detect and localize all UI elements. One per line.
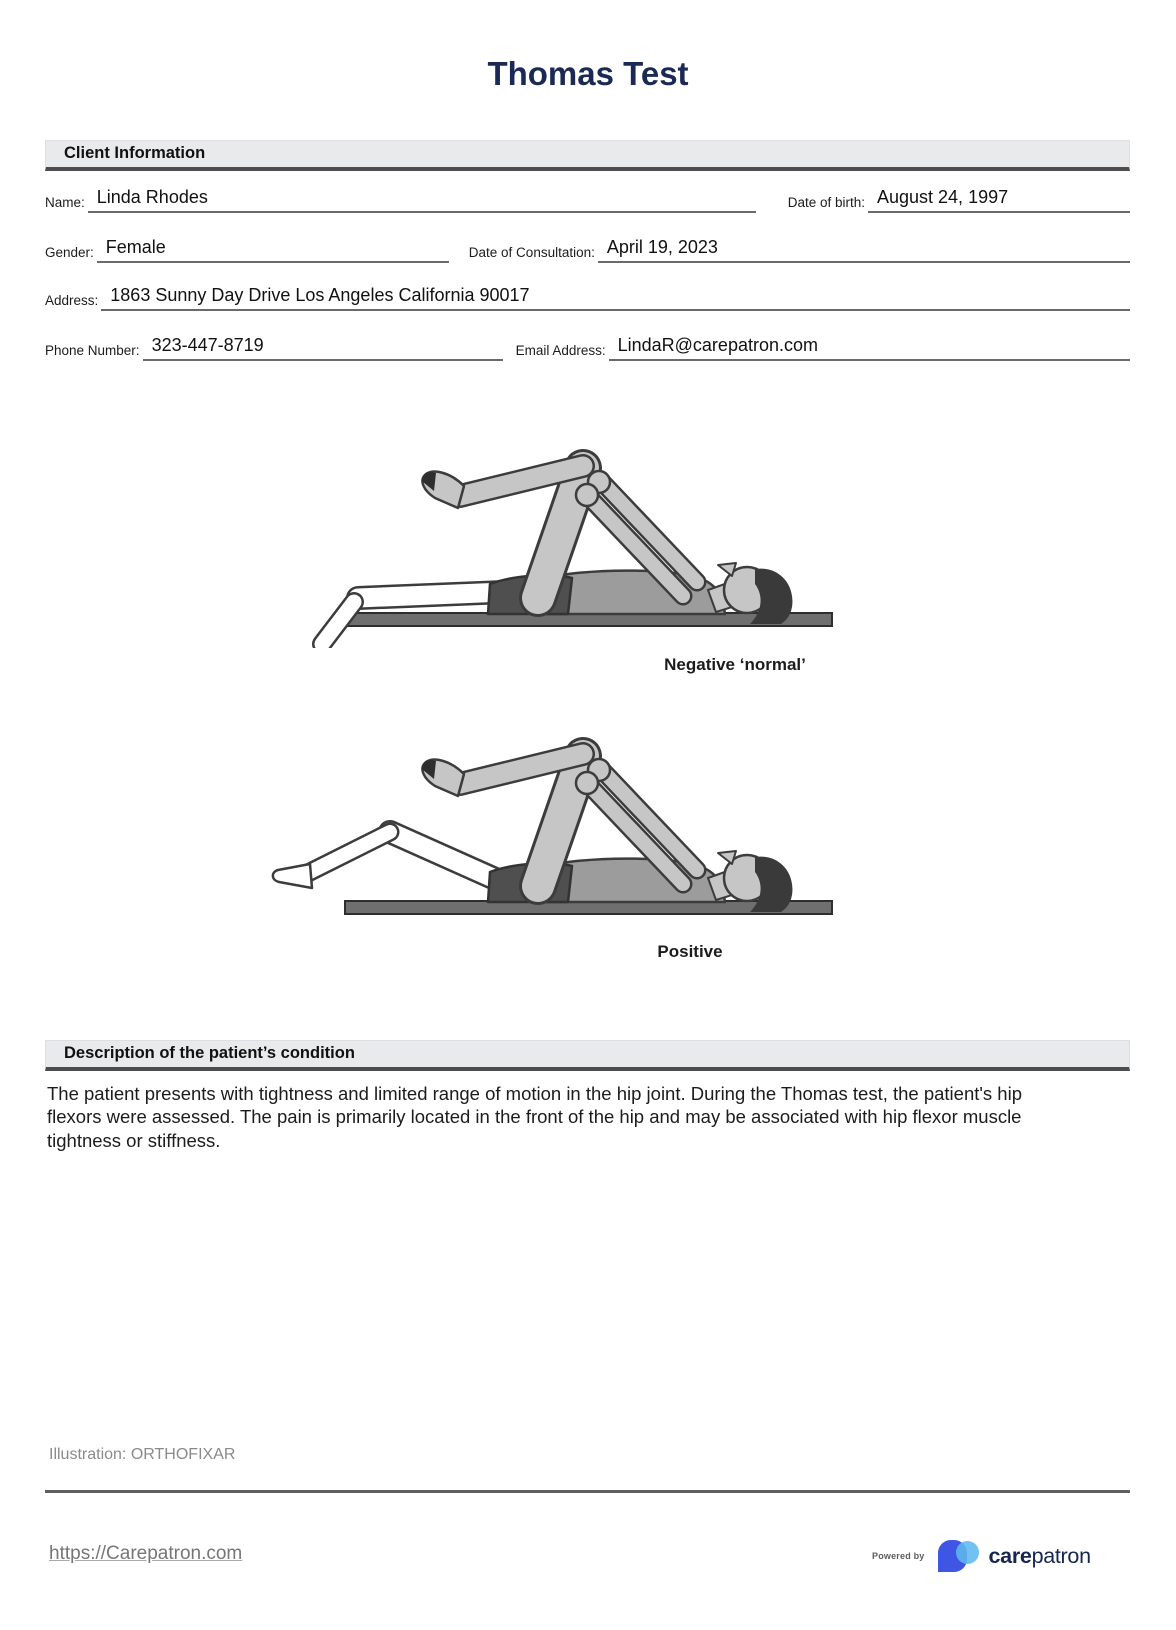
dob-label: Date of birth: (787, 195, 865, 210)
carepatron-link[interactable]: https://Carepatron.com (49, 1543, 243, 1564)
address-field: 1863 Sunny Day Drive Los Angeles California 90017 (101, 285, 1130, 311)
name-label: Name: (45, 195, 85, 210)
form-row-address (45, 272, 1130, 311)
address-label: Address: (45, 293, 99, 308)
gender-field: Female (97, 237, 449, 263)
phone-label: Phone Number: (45, 343, 140, 358)
form-row-phone-email (45, 322, 1130, 361)
form-row-name-dob (45, 175, 1130, 213)
gender-label: Gender: (45, 245, 94, 260)
positive-caption: Positive (657, 942, 723, 961)
form-row-gender-consultation (45, 226, 1130, 263)
powered-by-group (872, 1535, 1091, 1577)
description-body: The patient presents with tightness and limited range of motion in the hip joint. During the Thomas test, the patient's hip flexors were assessed. The pain is primarily located in the front of the hip and may be associated with hip flexor muscle tightness or stiffness. (47, 1083, 1022, 1151)
thomas-test-negative-illustration (250, 430, 840, 653)
email-label: Email Address: (515, 343, 606, 358)
client-information-header (45, 140, 1130, 171)
client-information-header-label: Client Information (64, 143, 206, 162)
description-header-label: Description of the patient’s condition (64, 1043, 355, 1062)
phone-field: 323-447-8719 (143, 335, 503, 361)
brand-care: care (988, 1543, 1032, 1568)
consultation-date-label: Date of Consultation: (468, 245, 595, 260)
brand-patron: patron (1031, 1543, 1091, 1568)
footer-divider (45, 1490, 1130, 1493)
carepatron-wordmark (989, 1544, 1091, 1569)
dob-field: August 24, 1997 (868, 187, 1130, 213)
negative-figure-drawing (250, 430, 840, 648)
illustration-credit: Illustration: ORTHOFIXAR (49, 1446, 236, 1463)
positive-figure-drawing (250, 718, 840, 936)
name-field: Linda Rhodes (88, 187, 756, 213)
page-title: Thomas Test (487, 55, 689, 92)
thomas-test-positive-illustration (250, 718, 840, 941)
consultation-date-field: April 19, 2023 (598, 237, 1130, 263)
carepatron-logo-icon (934, 1536, 980, 1576)
email-field: LindaR@carepatron.com (609, 335, 1130, 361)
description-header (45, 1040, 1130, 1071)
powered-by-label: Powered by (872, 1551, 925, 1561)
negative-caption: Negative ‘normal’ (664, 655, 806, 674)
